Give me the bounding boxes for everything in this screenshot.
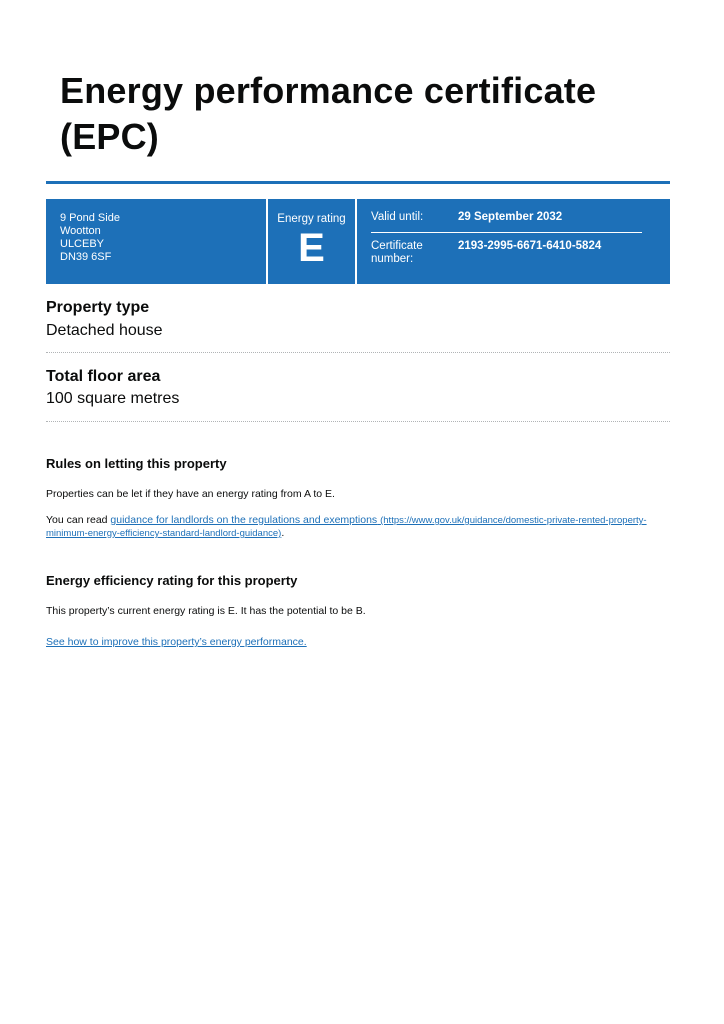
guidance-prefix: You can read xyxy=(46,514,111,526)
efficiency-text: This property’s current energy rating is E. It has the potential to be B. xyxy=(46,605,366,617)
address-line: Wootton xyxy=(60,225,101,237)
valid-until-label: Valid until: xyxy=(371,211,424,223)
energy-rating-letter: E xyxy=(298,226,325,270)
rules-text: Properties can be let if they have an energy rating from A to E. xyxy=(46,488,335,500)
address-line: ULCEBY xyxy=(60,238,105,250)
property-type-value: Detached house xyxy=(46,322,163,339)
property-type-label: Property type xyxy=(46,299,150,316)
guidance-link-url: (https://www.gov.uk/guidance/domestic-private-rented-property-minimum-energy-efficiency-standard-landlord-guidance) xyxy=(46,515,647,539)
floor-area-value: 100 square metres xyxy=(46,390,180,407)
guidance-paragraph xyxy=(46,514,670,540)
improve-link[interactable]: See how to improve this property’s energy performance. xyxy=(46,636,307,648)
certificate-meta xyxy=(357,199,670,284)
address-line: DN39 6SF xyxy=(60,251,112,263)
rules-heading: Rules on letting this property xyxy=(46,456,227,471)
title-divider xyxy=(46,181,670,184)
guidance-suffix: . xyxy=(281,527,285,539)
floor-area-label: Total floor area xyxy=(46,368,161,385)
certificate-number-label: Certificate number: xyxy=(371,240,423,265)
energy-rating-box xyxy=(268,199,357,284)
guidance-link[interactable] xyxy=(46,514,647,539)
certificate-number-value: 2193-2995-6671-6410-5824 xyxy=(458,240,602,252)
valid-until-row xyxy=(371,211,642,233)
valid-until-value: 29 September 2032 xyxy=(458,211,563,223)
page-title: Energy performance certificate (EPC) xyxy=(60,70,597,157)
summary-banner xyxy=(46,199,670,284)
efficiency-heading: Energy efficiency rating for this property xyxy=(46,573,298,588)
section-divider xyxy=(46,352,670,353)
energy-rating-label: Energy rating xyxy=(277,213,346,225)
address-line: 9 Pond Side xyxy=(60,212,120,224)
section-divider xyxy=(46,421,670,422)
certificate-number-row xyxy=(371,233,642,266)
improve-paragraph xyxy=(46,636,670,649)
property-address xyxy=(46,199,268,284)
guidance-link-text: guidance for landlords on the regulations and exemptions xyxy=(110,514,378,526)
